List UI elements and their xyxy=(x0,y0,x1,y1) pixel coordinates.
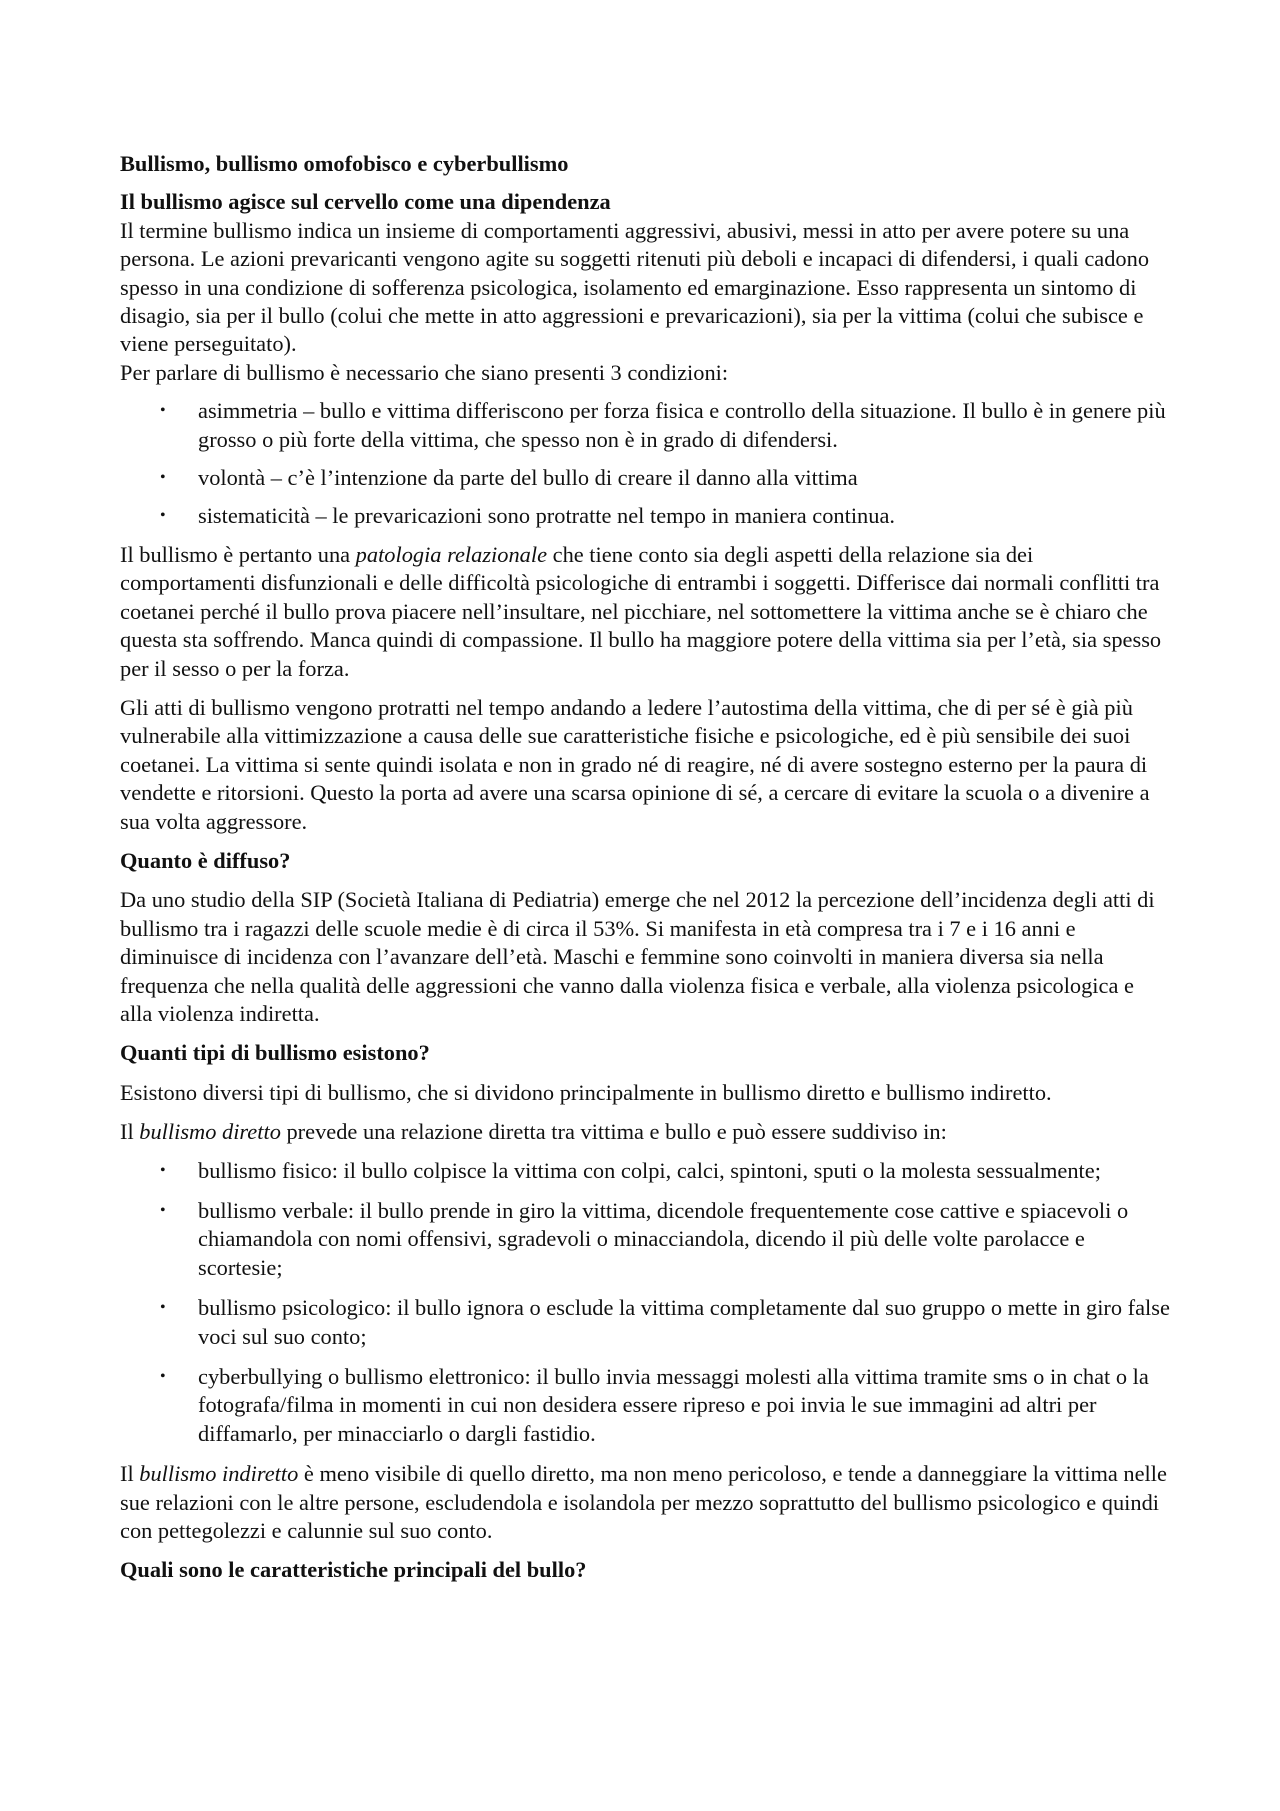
document-title: Bullismo, bullismo omofobisco e cyberbullismo xyxy=(120,151,569,176)
conditions-intro: Per parlare di bullismo è necessario che siano presenti 3 condizioni: xyxy=(120,359,729,385)
list-item xyxy=(120,1157,1170,1185)
patologia-paragraph: Il bullismo è pertanto una patologia relazionale che tiene conto sia degli aspetti della relazione sia dei comportamenti disfunzionali e delle difficoltà psicologiche di entrambi i soggetti. Differisce dai normali conflitti tra coetanei perché il bullo prova piacere nell’insultare, nel picchiare, nel sottomettere la vittima anche se è chiaro che questa sta soffrendo. Manca quindi di compassione. Il bullo ha maggiore potere della vittima sia per l’età, sia spesso per il sesso o per la forza. xyxy=(120,541,1162,681)
tipi-paragraph: Esistono diversi tipi di bullismo, che si dividono principalmente in bullismo diretto e bullismo indiretto. xyxy=(120,1079,1052,1105)
condition-volonta: volontà – c’è l’intenzione da parte del bullo di creare il danno alla vittima xyxy=(198,465,858,491)
section-heading-dipendenza: Il bullismo agisce sul cervello come una dipendenza xyxy=(120,189,611,215)
patologia-emphasis: patologia relazionale xyxy=(355,541,548,567)
autostima-paragraph: Gli atti di bullismo vengono protratti nel tempo andando a ledere l’autostima della vittima, che di per sé è già più vulnerabile alla vittimizzazione a causa delle sue caratteristiche fisiche e psicologiche, ed è più sensibile dei suoi coetanei. La vittima si sente quindi isolata e non in grado né di reagire, né di avere sostegno esterno per la paura di vendette e ritorsioni. Questo la porta ad avere una scarsa opinione di sé, a cercare di evitare la scuola o a divenire a sua volta aggressore. xyxy=(120,694,1150,834)
list-item xyxy=(120,1294,1170,1351)
condition-asimmetria: asimmetria – bullo e vittima differiscono per forza fisica e controllo della situazione. Il bullo è in genere più grosso o più forte della vittima, che spesso non è in grado di difendersi. xyxy=(198,398,1166,452)
indiretto-emphasis: bullismo indiretto xyxy=(139,1461,299,1487)
indiretto-paragraph: Il bullismo indiretto è meno visibile di quello diretto, ma non meno pericoloso, e tende a danneggiare la vittima nelle sue relazioni con le altre persone, escludendola e isolandola per mezzo soprattutto del bullismo psicologico e quindi con pettegolezzi e calunnie sul suo conto. xyxy=(120,1461,1167,1544)
type-psicologico: bullismo psicologico: il bullo ignora o esclude la vittima completamente dal suo gruppo o mette in giro false voci sul suo conto; xyxy=(198,1295,1170,1349)
type-fisico: bullismo fisico: il bullo colpisce la vittima con colpi, calci, spintoni, sputi o la molesta sessualmente; xyxy=(198,1157,1101,1183)
intro-paragraph: Il termine bullismo indica un insieme di comportamenti aggressivi, abusivi, messi in atto per avere potere su una persona. Le azioni prevaricanti vengono agite su soggetti ritenuti più deboli e incapaci di difendersi, i quali cadono spesso in una condizione di sofferenza psicologica, isolamento ed emarginazione. Esso rappresenta un sintomo di disagio, sia per il bullo (colui che mette in atto aggressioni e prevaricazioni), sia per la vittima (colui che subisce e viene perseguitato). xyxy=(120,217,1150,357)
bullet-icon: • xyxy=(160,1161,166,1179)
list-item xyxy=(120,502,1170,530)
section-heading-bullo: Quali sono le caratteristiche principali del bullo? xyxy=(120,1557,587,1583)
bullet-icon: • xyxy=(160,1368,166,1386)
conditions-list xyxy=(120,397,1170,531)
list-item xyxy=(120,1197,1170,1282)
bullet-icon: • xyxy=(160,507,166,525)
condition-sistematicita: sistematicità – le prevaricazioni sono protratte nel tempo in maniera continua. xyxy=(198,503,895,529)
bullet-icon: • xyxy=(160,469,166,487)
diretto-paragraph: Il bullismo diretto prevede una relazione diretta tra vittima e bullo e può essere suddiviso in: xyxy=(120,1119,947,1145)
list-item xyxy=(120,397,1170,454)
bullet-icon: • xyxy=(160,1299,166,1317)
section-heading-diffuso: Quanto è diffuso? xyxy=(120,847,291,873)
types-list xyxy=(120,1157,1170,1449)
list-item xyxy=(120,1363,1170,1448)
bullet-icon: • xyxy=(160,402,166,420)
type-verbale: bullismo verbale: il bullo prende in giro la vittima, dicendole frequentemente cose cattive e spiacevoli o chiamandola con nomi offensivi, sgradevoli o minacciandola, dicendo il più delle volte parolacce e scortesie; xyxy=(198,1198,1129,1280)
document-page xyxy=(120,150,1170,1596)
bullet-icon: • xyxy=(160,1202,166,1219)
list-item xyxy=(120,464,1170,492)
diffuso-paragraph: Da uno studio della SIP (Società Italiana di Pediatria) emerge che nel 2012 la percezione dell’incidenza degli atti di bullismo tra i ragazzi delle scuole medie è di circa il 53%. Si manifesta in età compresa tra i 7 e i 16 anni e diminuisce di incidenza con l’avanzare dell’età. Maschi e femmine sono coinvolti in maniera diversa sia nella frequenza che nella qualità delle aggressioni che vanno dalla violenza fisica e verbale, alla violenza psicologica e alla violenza indiretta. xyxy=(120,887,1155,1026)
type-cyberbullying: cyberbullying o bullismo elettronico: il bullo invia messaggi molesti alla vittima tramite sms o in chat o la fotografa/filma in momenti in cui non desidera essere ripreso e poi invia le sue immagini ad altri per diffamarlo, per minacciarlo o dargli fastidio. xyxy=(198,1364,1149,1446)
diretto-emphasis: bullismo diretto xyxy=(139,1119,281,1145)
section-heading-tipi: Quanti tipi di bullismo esistono? xyxy=(120,1040,430,1066)
